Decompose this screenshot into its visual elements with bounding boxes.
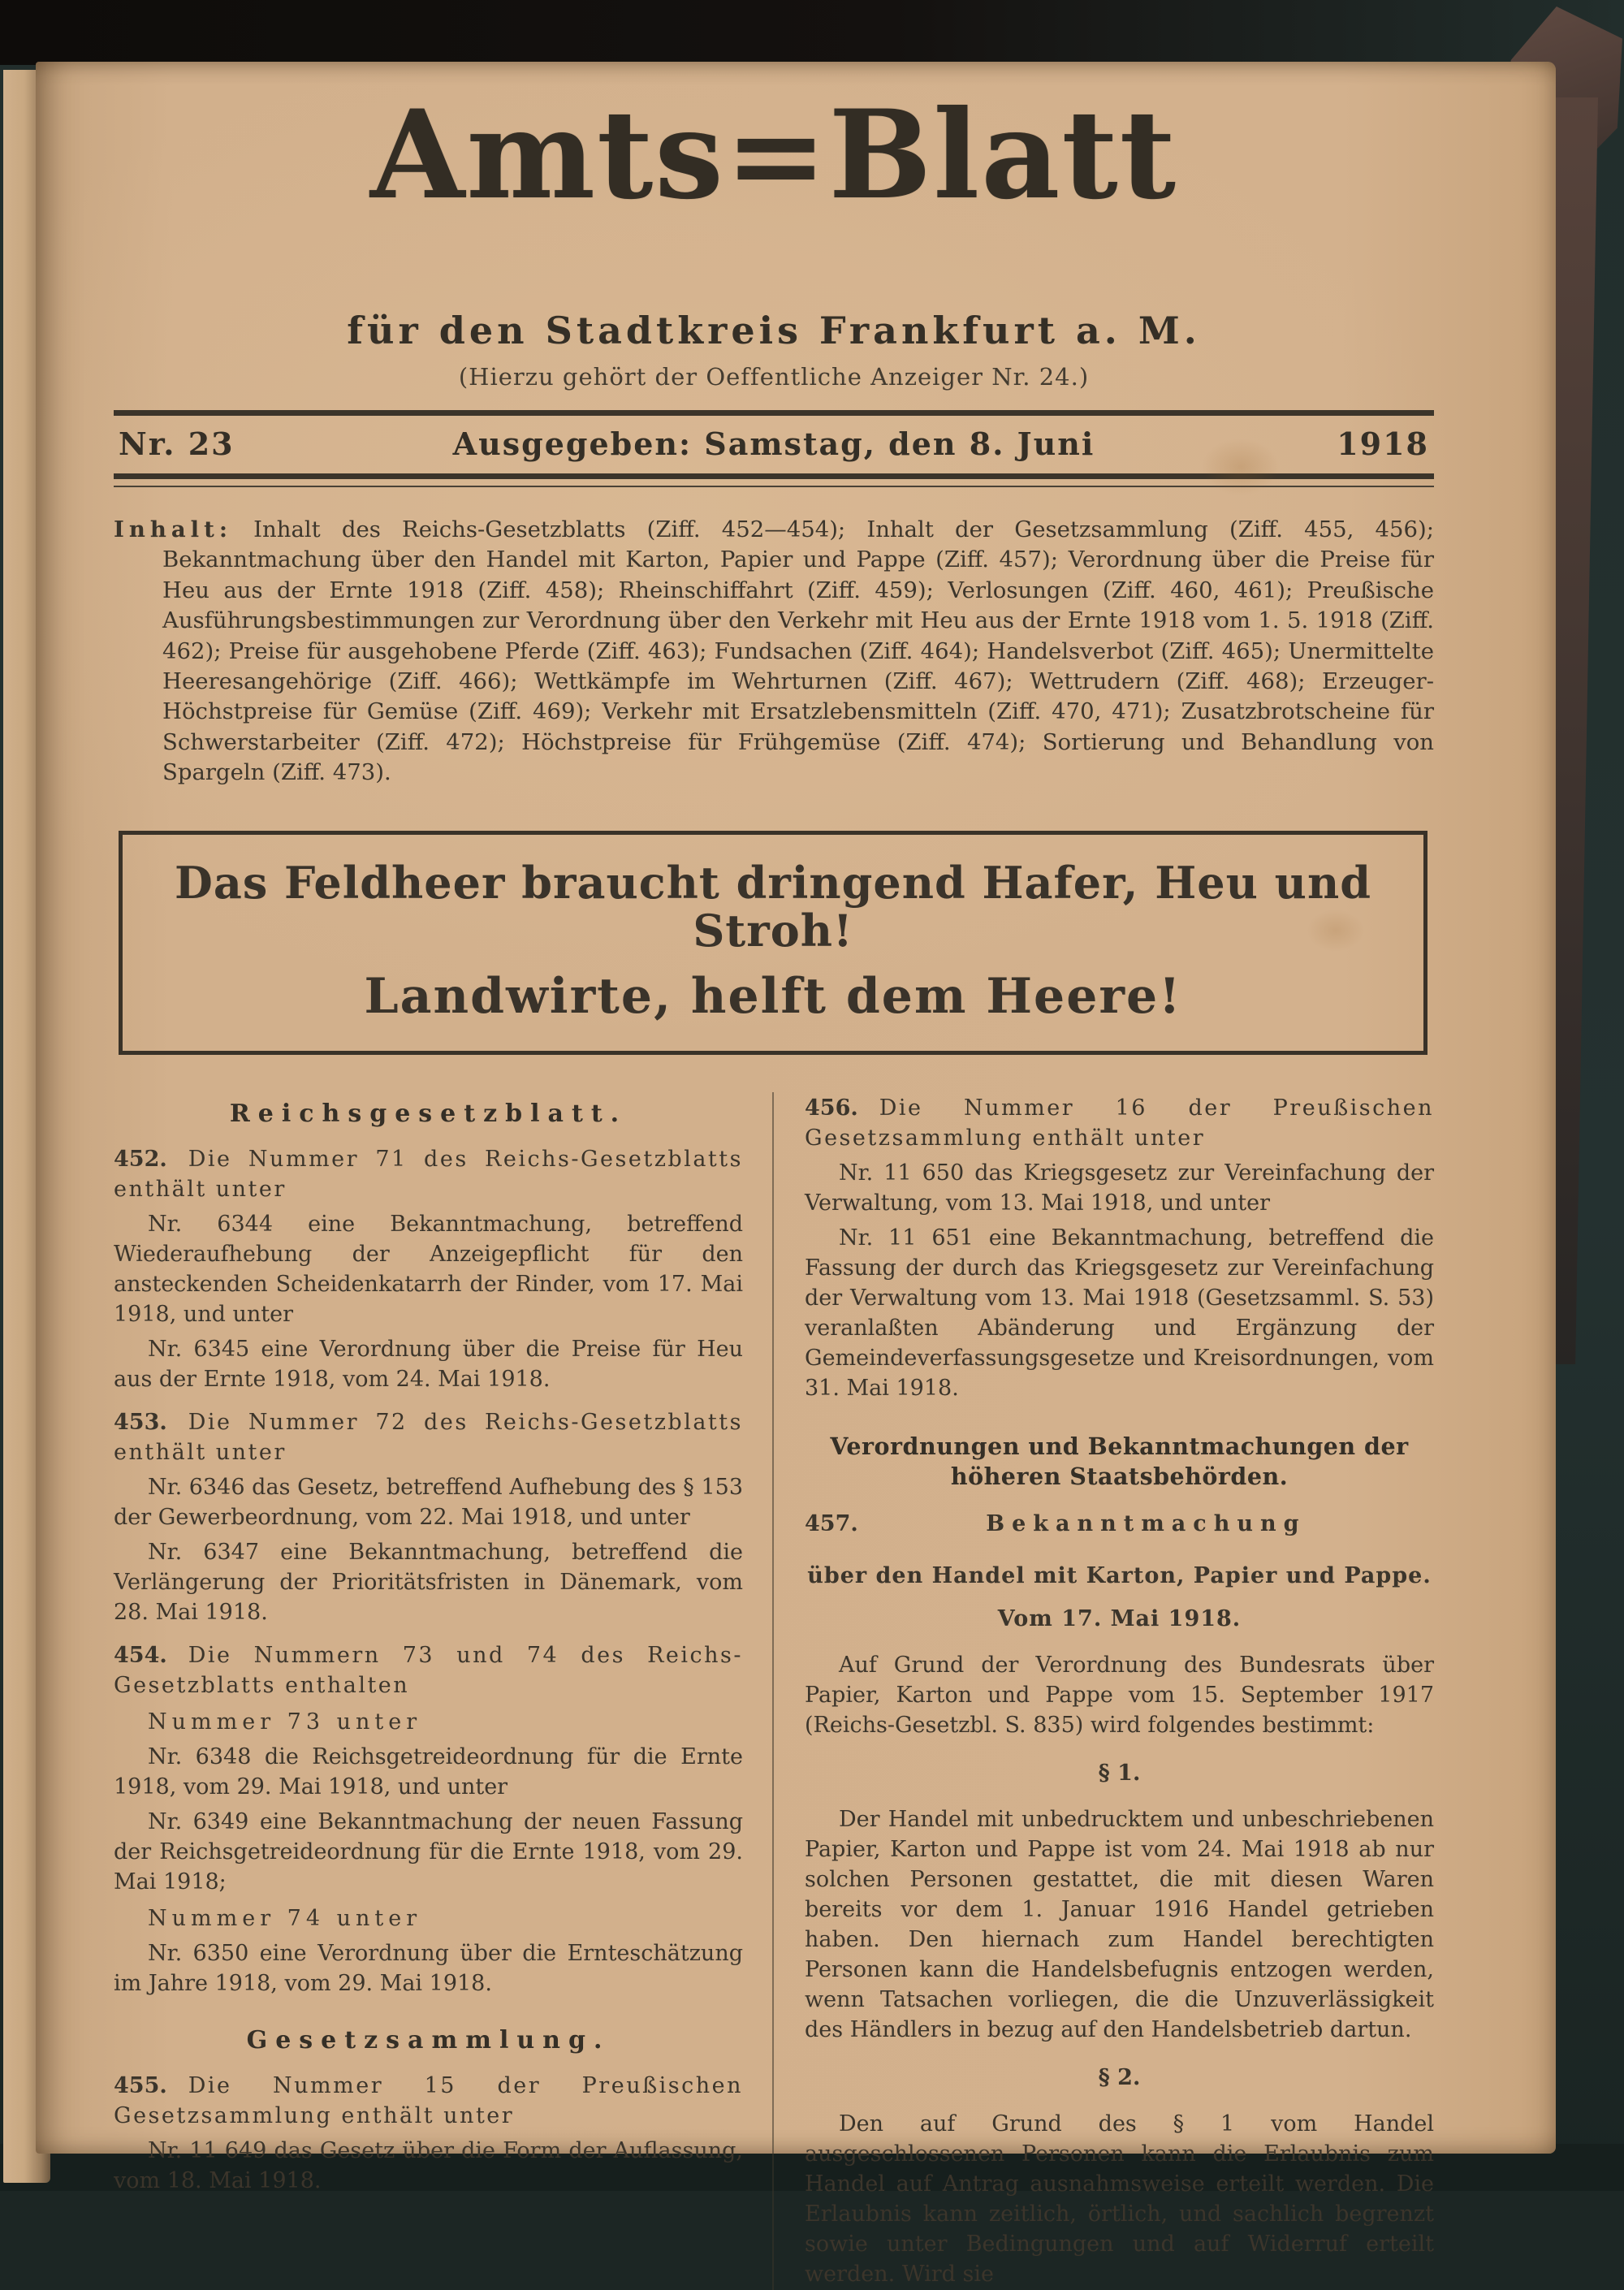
contents-text: Inhalt des Reichs-Gesetzblatts (Ziff. 452—454); Inhalt der Gesetzsammlung (Ziff. 455, 456); Bekanntmachung über den Handel mit Karton, Papier und Pappe (Ziff. 457); Verordnung über die Preise für Heu aus der Ernte 1918 (Ziff. 458); Rheinschiffahrt (Ziff. 459); Verlosungen (Ziff. 460, 461); Preußische Ausführungsbestimmungen zur Verordnung über den Verkehr mit Heu aus der Ernte 1918 vom 1. 5. 1918 (Ziff. 462); Preise für ausgehobene Pferde (Ziff. 463); Fundsachen (Ziff. 464); Handelsverbot (Ziff. 465); Unermittelte Heeresangehörige (Ziff. 466); Wettkämpfe im Wehrturnen (Ziff. 467); Wettrudern (Ziff. 468); Erzeuger-Höchstpreise für Gemüse (Ziff. 469); Verkehr mit Ersatzlebensmitteln (Ziff. 470, 471); Zusatzbrotscheine für Schwerstarbeiter (Ziff. 472); Höchstpreise für Frühgemüse (Ziff. 474); Sortierung und Behandlung von Spargeln (Ziff. 473). xyxy=(162,516,1434,786)
banner-line-2: Landwirte, helft dem Heere! xyxy=(364,968,1182,1026)
divider-rule-top xyxy=(114,410,1434,416)
section-heading-verordnungen: Verordnungen und Bekanntmachungen der höheren Staatsbehörden. xyxy=(830,1432,1409,1491)
paragraph: Den auf Grund des § 1 vom Handel ausgeschlossenen Personen kann die Erlaubnis zum Handel auf Antrag ausnahmsweise erteilt werden. Die Erlaubnis kann zeitlich, örtlich, und sachlich begrenzt sowie unter Bedingungen und auf Widerruf erteilt werden. Wird sie xyxy=(805,2111,1434,2287)
divider-rule-thin xyxy=(114,486,1434,487)
entry-text: Die Nummern 73 und 74 des Reichs-Gesetzblatts enthalten xyxy=(114,1643,743,1699)
entry-453 xyxy=(114,1408,743,1468)
sub-heading-nummer-74: Nummer 74 unter xyxy=(148,1906,422,1932)
entry-title: Bekanntmachung xyxy=(986,1511,1307,1537)
entry-number: 456. xyxy=(805,1095,858,1121)
decree-subject: über den Handel mit Karton, Papier und Pappe. xyxy=(807,1563,1432,1589)
left-column xyxy=(114,1092,774,2290)
masthead xyxy=(114,84,1434,487)
issue-number: Nr. 23 xyxy=(119,426,235,462)
page-title: Amts=Blatt xyxy=(369,84,1178,227)
entry-457 xyxy=(805,1510,1434,1540)
paragraph: Nr. 11 651 eine Bekanntmachung, betreffend die Fassung der durch das Kriegsgesetz zur Vereinfachung der Verwaltung vom 13. Mai 1918 (Gesetzsamml. S. 53) veranlaßten Abänderung und Ergänzung der Gemeindeverfassungsgesetze und Kreisordnungen, vom 31. Mai 1918. xyxy=(805,1225,1434,1402)
paragraph: Nr. 6348 die Reichsgetreideordnung für die Ernte 1918, vom 29. Mai 1918, und unter xyxy=(114,1744,743,1800)
issue-year: 1918 xyxy=(1337,426,1429,462)
entry-number: 455. xyxy=(114,2073,167,2099)
appeal-banner xyxy=(119,831,1427,1056)
entry-454 xyxy=(114,1641,743,1701)
masthead-note: (Hierzu gehört der Oeffentliche Anzeiger Nr. 24.) xyxy=(458,363,1090,391)
issue-date: Ausgegeben: Samstag, den 8. Juni xyxy=(452,426,1095,462)
section-mark-1: § 1. xyxy=(1098,1761,1141,1787)
entry-number: 453. xyxy=(114,1410,167,1436)
sub-heading-nummer-73: Nummer 73 unter xyxy=(148,1709,422,1735)
paragraph: Der Handel mit unbedrucktem und unbeschriebenen Papier, Karton und Pappe ist vom 24. Mai 1918 ab nur solchen Personen gestattet, die mit diesen Waren bereits vor dem 1. Januar 1916 Handel getrieben haben. Den hiernach zum Handel berechtigten Personen kann die Handelsbefugnis entzogen werden, wenn Tatsachen vorliegen, die die Unzuverlässigkeit des Händlers in bezug auf den Handelsbetrieb dartun. xyxy=(805,1807,1434,2043)
entry-text: Die Nummer 15 der Preußischen Gesetzsammlung enthält unter xyxy=(114,2073,743,2129)
entry-455 xyxy=(114,2072,743,2132)
banner-line-1: Das Feldheer braucht dringend Hafer, Heu und Stroh! xyxy=(175,856,1371,957)
paragraph: Nr. 6347 eine Bekanntmachung, betreffend die Verlängerung der Prioritätsfristen in Dänemark, vom 28. Mai 1918. xyxy=(114,1540,743,1626)
gazette-page xyxy=(36,62,1556,2287)
scan-top-shadow xyxy=(0,0,1624,65)
divider-rule-bottom xyxy=(114,473,1434,479)
section-mark-2: § 2. xyxy=(1098,2065,1141,2090)
paragraph: Nr. 11 650 das Kriegsgesetz zur Vereinfachung der Verwaltung, vom 13. Mai 1918, und unter xyxy=(805,1160,1434,1216)
entry-text: Die Nummer 72 des Reichs-Gesetzblatts enthält unter xyxy=(114,1410,743,1466)
table-of-contents xyxy=(114,515,1434,789)
paragraph: Auf Grund der Verordnung des Bundesrats über Papier, Karton und Pappe vom 15. September 1917 (Reichs-Gesetzbl. S. 835) wird folgendes bestimmt: xyxy=(805,1653,1434,1739)
entry-456 xyxy=(805,1094,1434,1154)
section-heading-gesetzsammlung: Gesetzsammlung. xyxy=(246,2025,611,2055)
entry-452 xyxy=(114,1145,743,1205)
paragraph: Nr. 6345 eine Verordnung über die Preise für Heu aus der Ernte 1918, vom 24. Mai 1918. xyxy=(114,1337,743,1393)
entry-text: Die Nummer 71 des Reichs-Gesetzblatts enthält unter xyxy=(114,1147,743,1203)
decree-date: Vom 17. Mai 1918. xyxy=(997,1606,1242,1632)
paragraph: Nr. 6350 eine Verordnung über die Ernteschätzung im Jahre 1918, vom 29. Mai 1918. xyxy=(114,1941,743,1996)
paragraph: Nr. 6344 eine Bekanntmachung, betreffend Wiederaufhebung der Anzeigepflicht für den ansteckenden Scheidenkatarrh der Rinder, vom 17. Mai 1918, und unter xyxy=(114,1212,743,1328)
issue-row xyxy=(114,416,1434,473)
masthead-subtitle: für den Stadtkreis Frankfurt a. M. xyxy=(347,309,1201,352)
section-heading-reichsgesetzblatt: Reichsgesetzblatt. xyxy=(229,1100,628,1129)
entry-text: Die Nummer 16 der Preußischen Gesetzsammlung enthält unter xyxy=(805,1095,1434,1151)
paragraph: Nr. 6346 das Gesetz, betreffend Aufhebung des § 153 der Gewerbeordnung, vom 22. Mai 1918, und unter xyxy=(114,1475,743,1531)
paragraph: Nr. 11 649 das Gesetz über die Form der Auflassung, vom 18. Mai 1918. xyxy=(114,2138,743,2194)
contents-label: Inhalt: xyxy=(114,516,232,542)
body-columns xyxy=(114,1092,1434,2290)
entry-number: 457. xyxy=(805,1511,858,1537)
paragraph: Nr. 6349 eine Bekanntmachung der neuen Fassung der Reichsgetreideordnung für die Ernte 1918, vom 29. Mai 1918; xyxy=(114,1809,743,1895)
entry-number: 452. xyxy=(114,1147,167,1173)
right-column xyxy=(774,1092,1434,2290)
entry-number: 454. xyxy=(114,1643,167,1669)
